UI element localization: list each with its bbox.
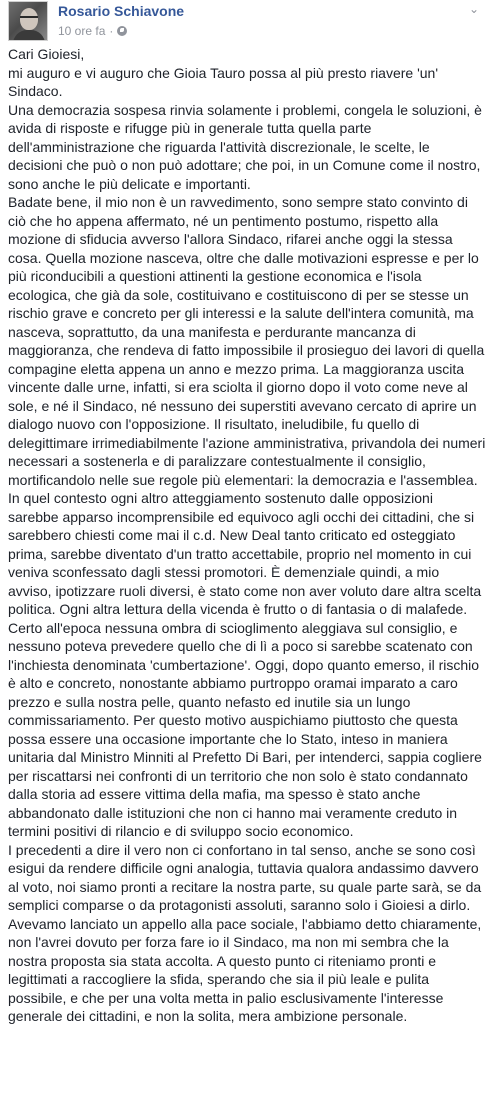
avatar-glasses — [20, 16, 38, 19]
post-body — [8, 45, 486, 1026]
post-paragraph: Una democrazia sospesa rinvia solamente i problemi, congela le soluzioni, è avida di risposte e rifugge più in generale tutta quella parte dell'amministrazione che riguarda l'attività discrezionale, le scelte, le decisioni che può o non può adottare; che poi, in un Comune come il nostro, sono anche le più delicate e importanti. — [8, 101, 482, 192]
post-paragraph: Certo all'epoca nessuna ombra di scioglimento aleggiava sul consiglio, e nessuno poteva prevedere quello che di lì a poco si sarebbe scatenato con l'inchiesta denominata 'cumbertazione'. Oggi, dopo quanto emerso, il rischio è alto e concreto, nonostante abbiamo purtroppo oramai imparato a caro prezzo e sulla nostra pelle, quanto nefasto ed inutile sia un lungo commissariamento. Per questo motivo auspichiamo piuttosto che questa possa essere una occasione importante che lo Stato, inteso in maniera unitaria dal Ministro Minniti al Prefetto Di Bari, per intenderci, sappia cogliere per riscattarsi nei confronti di un territorio che non solo è stato condannato dalla storia ad essere vittima della mafia, ma spesso è stato anche abbandonato dalle istituzioni che non ci hanno mai veramente creduto in termini positivi di rilancio e di sviluppo socio economico. — [8, 619, 482, 839]
post-greeting: Cari Gioiesi, — [8, 46, 85, 62]
avatar-shoulders — [13, 30, 45, 41]
post-meta — [58, 24, 127, 38]
author-name[interactable]: Rosario Schiavone — [58, 3, 185, 19]
meta-separator: · — [109, 24, 114, 38]
post-paragraph: Badate bene, il mio non è un ravvedimento, sono sempre stato convinto di ciò che ho appena affermato, né un pentimento postumo, rispetto alla mozione di sfiducia avverso l'allora Sindaco, rifarei anche oggi la stessa cosa. Quella mozione nasceva, oltre che dalle motivazioni espresse e per lo più riconducibili a questioni attinenti la gestione economica e l'isola ecologica, che già da sole, costituivano e costituiscono di per se stesse un rischio grave e concreto per gli interessi e la salute dell'intera comunità, ma nasceva, soprattutto, da una manifesta e perdurante mancanza di maggioranza, che rendeva di fatto impossibile il prosieguo dei lavori di quella compagine eletta appena un anno e mezzo prima. La maggioranza uscita vincente dalle urne, infatti, si era sciolta il giorno dopo il voto come neve al sole, e né il Sindaco, né nessuno dei superstiti avevano cercato di aprire un dialogo nuovo con l'opposizione. Il risultato, ineludibile, fu quello di delegittimare irrimediabilmente l'azione amministrativa, privandola dei numeri necessari a sostenerla e di paralizzare contestualmente il consiglio, mortificandolo nelle sue regole più elementari: la democrazia e l'assemblea. In quel contesto ogni altro atteggiamento sostenuto dalle opposizioni sarebbe apparso incomprensibile ed equivoco agli occhi dei cittadini, che si sarebbero chiesti come mai il c.d. New Deal tanto criticato ed osteggiato prima, sarebbe diventato d'un tratto accettabile, proprio nel momento in cui veniva sconfessato dagli stessi promotori. È demenziale quindi, a mio avviso, ipotizzare ruoli diversi, è stato come non aver voluto dare altra scelta politica. Ogni altra lettura della vicenda è frutto o di fantasia o di malafede. — [8, 194, 486, 617]
globe-icon[interactable] — [117, 26, 127, 36]
chevron-down-icon[interactable]: ⌄ — [468, 2, 480, 16]
post-header — [8, 0, 485, 44]
post-paragraph: I precedenti a dire il vero non ci confortano in tal senso, anche se sono così esigui da rendere difficile ogni analogia, tuttavia qualora andassimo davvero al voto, noi siamo pronti a recitare la nostra parte, su quale parte sarà, se da semplici comparse o da protagonisti assoluti, saranno solo i Gioiesi a dirlo. Avevamo lanciato un appello alla pace sociale, l'abbiamo detto chiaramente, non l'avrei dovuto per forza fare io il Sindaco, ma non mi sembra che la nostra proposta sia stata accolta. A questo punto ci riteniamo pronti e legittimati a raccogliere la sfida, sperando che sia il più leale e pulita possibile, e che per una volta metta in palio esclusivamente l'interesse generale dei cittadini, e non la solita, mera ambizione personale. — [8, 841, 482, 1024]
post-paragraph: mi auguro e vi auguro che Gioia Tauro possa al più presto riavere 'un' Sindaco. — [8, 64, 439, 99]
avatar[interactable] — [8, 1, 48, 41]
post-timestamp[interactable]: 10 ore fa — [58, 24, 106, 38]
avatar-face — [20, 8, 38, 30]
